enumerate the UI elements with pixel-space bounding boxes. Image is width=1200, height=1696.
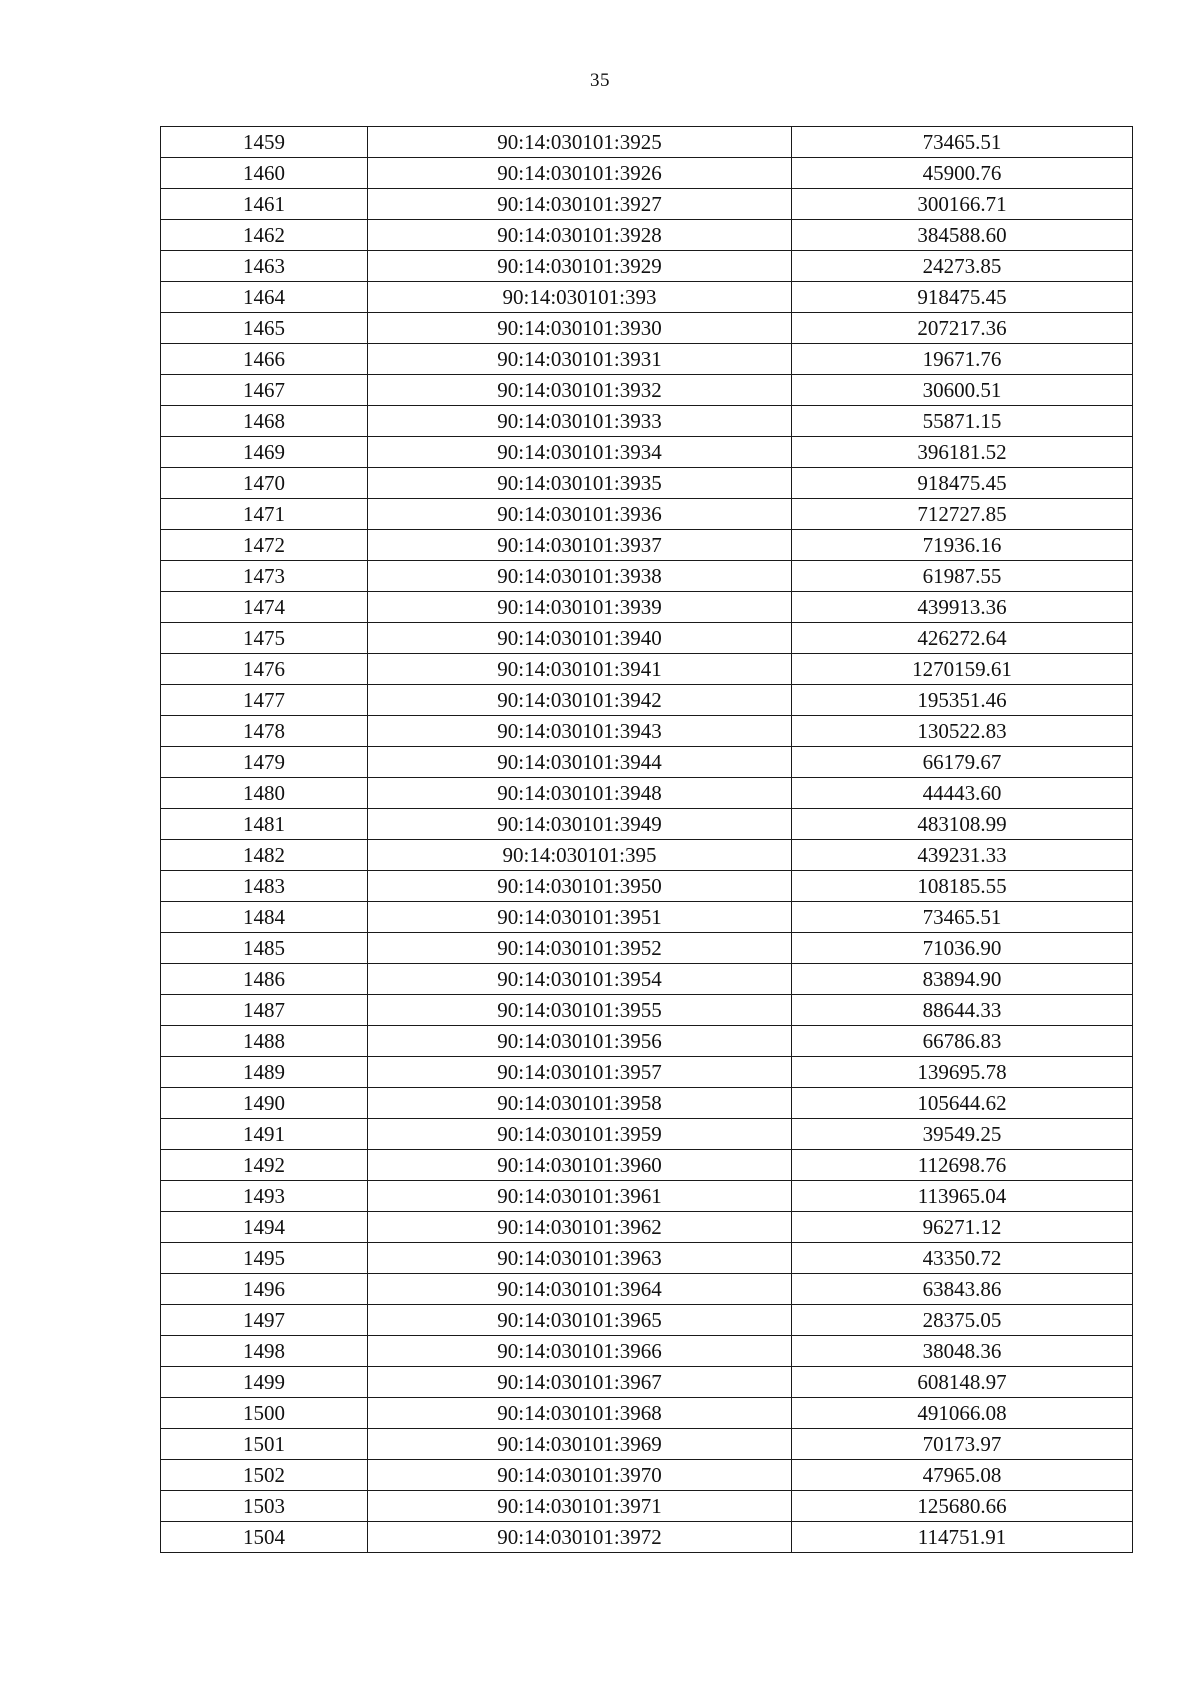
value-cell: 108185.55 [792, 871, 1133, 902]
row-number-cell: 1504 [161, 1522, 368, 1553]
row-number-cell: 1491 [161, 1119, 368, 1150]
value-cell: 38048.36 [792, 1336, 1133, 1367]
table-row [161, 1398, 1133, 1429]
table-row [161, 1119, 1133, 1150]
row-number-cell: 1466 [161, 344, 368, 375]
value-cell: 45900.76 [792, 158, 1133, 189]
row-number-cell: 1474 [161, 592, 368, 623]
cadastral-number-cell: 90:14:030101:3933 [368, 406, 792, 437]
row-number-cell: 1488 [161, 1026, 368, 1057]
cadastral-number-cell: 90:14:030101:3961 [368, 1181, 792, 1212]
value-cell: 439231.33 [792, 840, 1133, 871]
table-row [161, 809, 1133, 840]
cadastral-number-cell: 90:14:030101:3965 [368, 1305, 792, 1336]
table-row [161, 933, 1133, 964]
value-cell: 608148.97 [792, 1367, 1133, 1398]
value-cell: 66786.83 [792, 1026, 1133, 1057]
cadastral-number-cell: 90:14:030101:3940 [368, 623, 792, 654]
value-cell: 195351.46 [792, 685, 1133, 716]
row-number-cell: 1500 [161, 1398, 368, 1429]
value-cell: 439913.36 [792, 592, 1133, 623]
value-cell: 61987.55 [792, 561, 1133, 592]
table-row [161, 1336, 1133, 1367]
cadastral-number-cell: 90:14:030101:3928 [368, 220, 792, 251]
row-number-cell: 1472 [161, 530, 368, 561]
table-row [161, 1491, 1133, 1522]
table-row [161, 623, 1133, 654]
row-number-cell: 1460 [161, 158, 368, 189]
row-number-cell: 1462 [161, 220, 368, 251]
value-cell: 112698.76 [792, 1150, 1133, 1181]
row-number-cell: 1487 [161, 995, 368, 1026]
table-row [161, 778, 1133, 809]
cadastral-number-cell: 90:14:030101:3968 [368, 1398, 792, 1429]
row-number-cell: 1503 [161, 1491, 368, 1522]
row-number-cell: 1496 [161, 1274, 368, 1305]
table-row [161, 375, 1133, 406]
value-cell: 63843.86 [792, 1274, 1133, 1305]
table-row [161, 499, 1133, 530]
value-cell: 918475.45 [792, 282, 1133, 313]
value-cell: 24273.85 [792, 251, 1133, 282]
cadastral-number-cell: 90:14:030101:3937 [368, 530, 792, 561]
value-cell: 73465.51 [792, 127, 1133, 158]
cadastral-number-cell: 90:14:030101:3950 [368, 871, 792, 902]
cadastral-number-cell: 90:14:030101:3955 [368, 995, 792, 1026]
value-cell: 125680.66 [792, 1491, 1133, 1522]
cadastral-number-cell: 90:14:030101:3931 [368, 344, 792, 375]
cadastral-number-cell: 90:14:030101:3966 [368, 1336, 792, 1367]
cadastral-number-cell: 90:14:030101:3956 [368, 1026, 792, 1057]
row-number-cell: 1484 [161, 902, 368, 933]
value-cell: 114751.91 [792, 1522, 1133, 1553]
row-number-cell: 1459 [161, 127, 368, 158]
value-cell: 426272.64 [792, 623, 1133, 654]
cadastral-table [160, 126, 1133, 1553]
table-row [161, 344, 1133, 375]
value-cell: 19671.76 [792, 344, 1133, 375]
table-row [161, 530, 1133, 561]
table-row [161, 685, 1133, 716]
row-number-cell: 1497 [161, 1305, 368, 1336]
table-row [161, 1057, 1133, 1088]
cadastral-number-cell: 90:14:030101:3964 [368, 1274, 792, 1305]
row-number-cell: 1465 [161, 313, 368, 344]
value-cell: 300166.71 [792, 189, 1133, 220]
table-row [161, 1150, 1133, 1181]
cadastral-number-cell: 90:14:030101:3970 [368, 1460, 792, 1491]
cadastral-number-cell: 90:14:030101:3954 [368, 964, 792, 995]
cadastral-number-cell: 90:14:030101:3926 [368, 158, 792, 189]
cadastral-number-cell: 90:14:030101:3951 [368, 902, 792, 933]
cadastral-number-cell: 90:14:030101:3948 [368, 778, 792, 809]
cadastral-number-cell: 90:14:030101:3960 [368, 1150, 792, 1181]
row-number-cell: 1482 [161, 840, 368, 871]
value-cell: 918475.45 [792, 468, 1133, 499]
value-cell: 105644.62 [792, 1088, 1133, 1119]
row-number-cell: 1473 [161, 561, 368, 592]
cadastral-number-cell: 90:14:030101:3929 [368, 251, 792, 282]
cadastral-number-cell: 90:14:030101:3941 [368, 654, 792, 685]
row-number-cell: 1464 [161, 282, 368, 313]
table-row [161, 468, 1133, 499]
cadastral-number-cell: 90:14:030101:3971 [368, 1491, 792, 1522]
row-number-cell: 1499 [161, 1367, 368, 1398]
table-row [161, 1088, 1133, 1119]
row-number-cell: 1498 [161, 1336, 368, 1367]
cadastral-number-cell: 90:14:030101:3936 [368, 499, 792, 530]
cadastral-number-cell: 90:14:030101:3958 [368, 1088, 792, 1119]
table-row [161, 437, 1133, 468]
table-row [161, 1212, 1133, 1243]
row-number-cell: 1492 [161, 1150, 368, 1181]
table-row [161, 251, 1133, 282]
table-row [161, 220, 1133, 251]
page-number: 35 [590, 70, 610, 91]
value-cell: 139695.78 [792, 1057, 1133, 1088]
cadastral-number-cell: 90:14:030101:3944 [368, 747, 792, 778]
value-cell: 55871.15 [792, 406, 1133, 437]
cadastral-number-cell: 90:14:030101:3927 [368, 189, 792, 220]
table-row [161, 1181, 1133, 1212]
cadastral-number-cell: 90:14:030101:3942 [368, 685, 792, 716]
cadastral-number-cell: 90:14:030101:3962 [368, 1212, 792, 1243]
value-cell: 47965.08 [792, 1460, 1133, 1491]
cadastral-number-cell: 90:14:030101:3949 [368, 809, 792, 840]
value-cell: 70173.97 [792, 1429, 1133, 1460]
row-number-cell: 1463 [161, 251, 368, 282]
cadastral-number-cell: 90:14:030101:3943 [368, 716, 792, 747]
table-row [161, 592, 1133, 623]
row-number-cell: 1495 [161, 1243, 368, 1274]
cadastral-number-cell: 90:14:030101:3934 [368, 437, 792, 468]
row-number-cell: 1489 [161, 1057, 368, 1088]
value-cell: 88644.33 [792, 995, 1133, 1026]
value-cell: 30600.51 [792, 375, 1133, 406]
row-number-cell: 1476 [161, 654, 368, 685]
value-cell: 39549.25 [792, 1119, 1133, 1150]
row-number-cell: 1494 [161, 1212, 368, 1243]
value-cell: 384588.60 [792, 220, 1133, 251]
table-row [161, 406, 1133, 437]
table-row [161, 1367, 1133, 1398]
row-number-cell: 1485 [161, 933, 368, 964]
table-row [161, 840, 1133, 871]
value-cell: 71936.16 [792, 530, 1133, 561]
value-cell: 28375.05 [792, 1305, 1133, 1336]
table-row [161, 995, 1133, 1026]
row-number-cell: 1467 [161, 375, 368, 406]
cadastral-number-cell: 90:14:030101:395 [368, 840, 792, 871]
cadastral-number-cell: 90:14:030101:3932 [368, 375, 792, 406]
table-row [161, 189, 1133, 220]
row-number-cell: 1469 [161, 437, 368, 468]
table-body [161, 127, 1133, 1553]
value-cell: 491066.08 [792, 1398, 1133, 1429]
table-row [161, 716, 1133, 747]
cadastral-number-cell: 90:14:030101:3959 [368, 1119, 792, 1150]
row-number-cell: 1493 [161, 1181, 368, 1212]
value-cell: 44443.60 [792, 778, 1133, 809]
value-cell: 66179.67 [792, 747, 1133, 778]
row-number-cell: 1475 [161, 623, 368, 654]
table-row [161, 158, 1133, 189]
cadastral-number-cell: 90:14:030101:3967 [368, 1367, 792, 1398]
value-cell: 1270159.61 [792, 654, 1133, 685]
value-cell: 73465.51 [792, 902, 1133, 933]
row-number-cell: 1471 [161, 499, 368, 530]
cadastral-number-cell: 90:14:030101:3935 [368, 468, 792, 499]
cadastral-number-cell: 90:14:030101:3957 [368, 1057, 792, 1088]
value-cell: 207217.36 [792, 313, 1133, 344]
cadastral-number-cell: 90:14:030101:3952 [368, 933, 792, 964]
cadastral-number-cell: 90:14:030101:393 [368, 282, 792, 313]
table-row [161, 282, 1133, 313]
cadastral-number-cell: 90:14:030101:3930 [368, 313, 792, 344]
table-row [161, 871, 1133, 902]
cadastral-number-cell: 90:14:030101:3972 [368, 1522, 792, 1553]
cadastral-number-cell: 90:14:030101:3963 [368, 1243, 792, 1274]
table-row [161, 1429, 1133, 1460]
table-row [161, 902, 1133, 933]
value-cell: 130522.83 [792, 716, 1133, 747]
table-row [161, 313, 1133, 344]
table-row [161, 1522, 1133, 1553]
value-cell: 43350.72 [792, 1243, 1133, 1274]
table-row [161, 561, 1133, 592]
table-row [161, 747, 1133, 778]
row-number-cell: 1483 [161, 871, 368, 902]
table-row [161, 1305, 1133, 1336]
row-number-cell: 1477 [161, 685, 368, 716]
cadastral-table-wrapper [160, 126, 1132, 1553]
value-cell: 396181.52 [792, 437, 1133, 468]
row-number-cell: 1480 [161, 778, 368, 809]
table-row [161, 1274, 1133, 1305]
row-number-cell: 1468 [161, 406, 368, 437]
row-number-cell: 1481 [161, 809, 368, 840]
value-cell: 712727.85 [792, 499, 1133, 530]
row-number-cell: 1490 [161, 1088, 368, 1119]
row-number-cell: 1479 [161, 747, 368, 778]
value-cell: 483108.99 [792, 809, 1133, 840]
value-cell: 113965.04 [792, 1181, 1133, 1212]
value-cell: 83894.90 [792, 964, 1133, 995]
value-cell: 71036.90 [792, 933, 1133, 964]
row-number-cell: 1461 [161, 189, 368, 220]
table-row [161, 654, 1133, 685]
row-number-cell: 1502 [161, 1460, 368, 1491]
cadastral-number-cell: 90:14:030101:3925 [368, 127, 792, 158]
row-number-cell: 1470 [161, 468, 368, 499]
cadastral-number-cell: 90:14:030101:3939 [368, 592, 792, 623]
cadastral-number-cell: 90:14:030101:3938 [368, 561, 792, 592]
row-number-cell: 1486 [161, 964, 368, 995]
table-row [161, 1460, 1133, 1491]
table-row [161, 127, 1133, 158]
row-number-cell: 1478 [161, 716, 368, 747]
table-row [161, 1026, 1133, 1057]
value-cell: 96271.12 [792, 1212, 1133, 1243]
table-row [161, 1243, 1133, 1274]
row-number-cell: 1501 [161, 1429, 368, 1460]
cadastral-number-cell: 90:14:030101:3969 [368, 1429, 792, 1460]
table-row [161, 964, 1133, 995]
